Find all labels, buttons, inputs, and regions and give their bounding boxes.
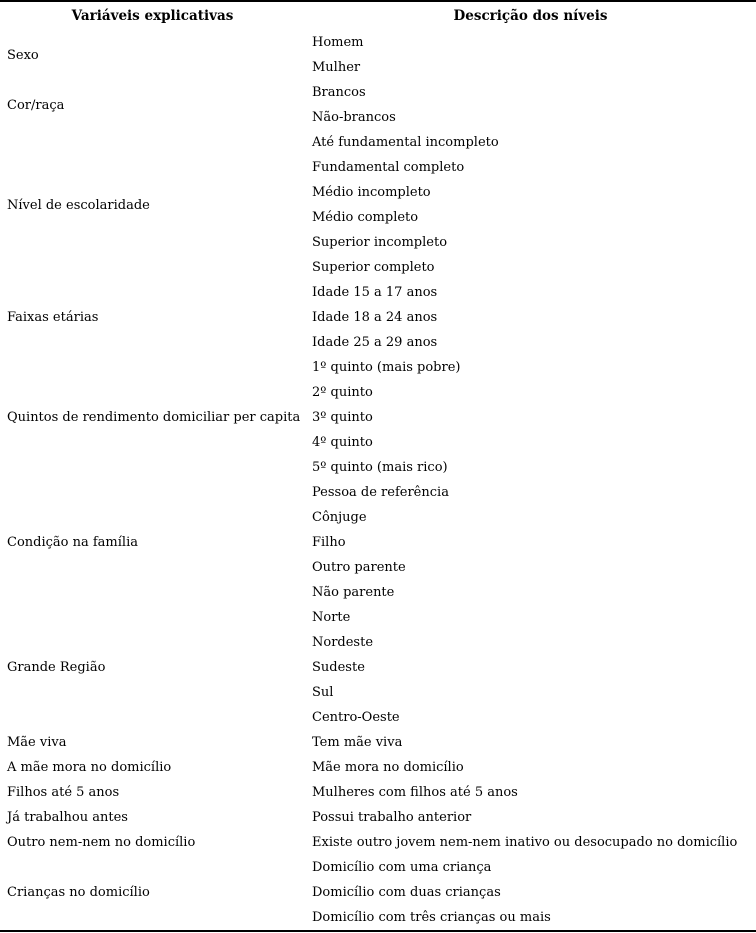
table-row	[0, 130, 756, 155]
table-row	[0, 280, 756, 305]
level-cell: 3º quinto	[312, 410, 373, 425]
level-cell: Brancos	[312, 85, 366, 100]
level-cell: Nordeste	[312, 635, 374, 650]
table-row	[0, 830, 756, 855]
level-cell: Idade 25 a 29 anos	[312, 335, 438, 350]
level-cell: Mãe mora no domicílio	[312, 760, 464, 775]
level-cell: Filho	[312, 535, 346, 550]
variable-cell-condicao-familia: Condição na família	[7, 535, 138, 550]
table-row	[0, 780, 756, 805]
level-cell: Médio incompleto	[312, 185, 431, 200]
variable-cell-escolaridade: Nível de escolaridade	[7, 197, 150, 213]
level-cell: Domicílio com uma criança	[312, 860, 492, 875]
variable-cell-mae-viva: Mãe viva	[7, 735, 67, 750]
table-row	[0, 30, 756, 55]
level-cell: Fundamental completo	[312, 160, 465, 175]
level-cell: Outro parente	[312, 560, 406, 575]
table-header-row	[0, 1, 756, 30]
level-cell: Domicílio com três crianças ou mais	[312, 910, 551, 925]
col-header-variables: Variáveis explicativas	[71, 8, 234, 24]
variable-cell-faixas-etarias: Faixas etárias	[7, 310, 99, 325]
table-row	[0, 730, 756, 755]
variable-cell-mae-mora-domicilio: A mãe mora no domicílio	[7, 760, 172, 775]
level-cell: 2º quinto	[312, 385, 373, 400]
level-cell: 5º quinto (mais rico)	[312, 460, 448, 475]
level-cell: Idade 15 a 17 anos	[312, 285, 438, 300]
level-cell: Norte	[312, 610, 351, 625]
table-row	[0, 480, 756, 505]
variable-cell-cor-raca: Cor/raça	[7, 97, 65, 113]
level-cell: Superior incompleto	[312, 235, 448, 250]
level-cell: Centro-Oeste	[312, 710, 400, 725]
variable-cell-sexo: Sexo	[7, 47, 39, 63]
level-cell: Cônjuge	[312, 510, 367, 525]
level-cell: Sul	[312, 685, 334, 700]
level-cell: Não parente	[312, 585, 395, 600]
level-cell: Pessoa de referência	[312, 485, 449, 500]
table-row	[0, 355, 756, 380]
variable-cell-quintos-rendimento: Quintos de rendimento domiciliar per capita	[7, 410, 301, 425]
table-row	[0, 755, 756, 780]
level-cell: Não-brancos	[312, 110, 396, 125]
col-header-levels: Descrição dos níveis	[453, 8, 608, 24]
level-cell: 1º quinto (mais pobre)	[312, 360, 461, 375]
level-cell: Tem mãe viva	[312, 735, 403, 750]
variable-cell-ja-trabalhou-antes: Já trabalhou antes	[7, 810, 128, 825]
variable-cell-filhos-ate-5-anos: Filhos até 5 anos	[7, 785, 120, 800]
variable-cell-outro-nem-nem: Outro nem-nem no domicílio	[7, 835, 196, 850]
level-cell: Homem	[312, 35, 364, 50]
table-row	[0, 80, 756, 105]
table-row	[0, 805, 756, 830]
variable-cell-criancas-domicilio: Crianças no domicílio	[7, 885, 150, 900]
level-cell: Possui trabalho anterior	[312, 810, 472, 825]
level-cell: Médio completo	[312, 210, 419, 225]
level-cell: Sudeste	[312, 660, 365, 675]
table-row	[0, 855, 756, 880]
level-cell: Idade 18 a 24 anos	[312, 310, 438, 325]
level-cell: Existe outro jovem nem-nem inativo ou desocupado no domicílio	[312, 835, 738, 850]
level-cell: 4º quinto	[312, 435, 373, 450]
level-cell: Até fundamental incompleto	[312, 135, 499, 150]
variable-cell-grande-regiao: Grande Região	[7, 660, 106, 675]
level-cell: Superior completo	[312, 260, 435, 275]
level-cell: Mulher	[312, 60, 361, 75]
table-row	[0, 605, 756, 630]
level-cell: Domicílio com duas crianças	[312, 885, 501, 900]
level-cell: Mulheres com filhos até 5 anos	[312, 785, 518, 800]
